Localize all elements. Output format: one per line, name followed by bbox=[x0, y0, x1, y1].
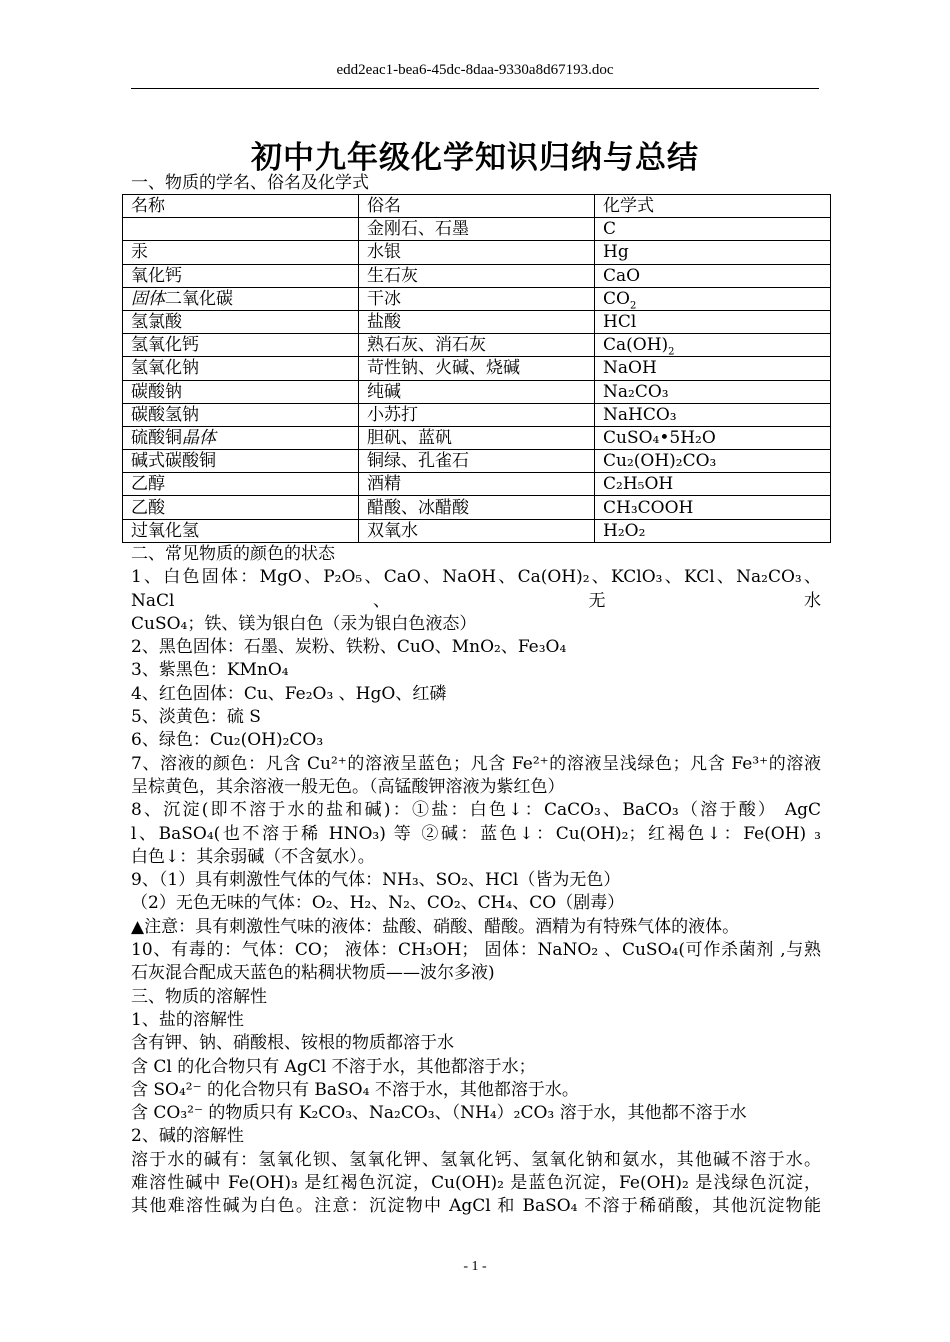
cell-name bbox=[123, 241, 359, 264]
cell-formula bbox=[595, 310, 831, 333]
formula-text: CuSO₄•5H₂O bbox=[603, 427, 716, 448]
cell-common-name: 醋酸、冰醋酸 bbox=[359, 496, 595, 519]
section-heading-3: 三、物质的溶解性 bbox=[131, 986, 267, 1007]
table-header-row bbox=[123, 195, 831, 218]
paragraph-salt-3: 含 SO₄²⁻ 的化合物只有 BaSO₄ 不溶于水，其他都溶于水。 bbox=[131, 1079, 579, 1100]
formula-text: CO bbox=[603, 288, 630, 309]
paragraph-odorless-gases: （2）无色无味的气体：O₂、H₂、N₂、CO₂、CH₄、CO（剧毒） bbox=[131, 893, 625, 914]
name-text: 乙酸 bbox=[131, 497, 165, 518]
paragraph-salt-1: 含有钾、钠、硝酸根、铵根的物质都溶于水 bbox=[131, 1033, 454, 1054]
formula-subscript: 2 bbox=[629, 300, 637, 311]
cell-name bbox=[123, 287, 359, 310]
paragraph-toxic-cont: 石灰混合配成天蓝色的粘稠状物质——波尔多液) bbox=[131, 963, 495, 984]
cell-name bbox=[123, 496, 359, 519]
name-text: 氢氧化钠 bbox=[131, 358, 199, 379]
cell-common-name: 酒精 bbox=[359, 473, 595, 496]
cell-name bbox=[123, 310, 359, 333]
section-heading-2: 二、常见物质的颜色的状态 bbox=[131, 544, 335, 564]
paragraph-salt-2: 含 Cl 的化合物只有 AgCl 不溶于水，其他都溶于水； bbox=[131, 1056, 536, 1077]
table-row bbox=[123, 496, 831, 519]
cell-formula bbox=[595, 380, 831, 403]
name-text: 碳酸氢钠 bbox=[131, 404, 199, 425]
paragraph-solution-colors: 7、溶液的颜色：凡含 Cu²⁺的溶液呈蓝色；凡含 Fe²⁺的溶液呈浅绿色；凡含 Fe³⁺的溶液 bbox=[131, 753, 821, 774]
cell-formula bbox=[595, 473, 831, 496]
formula-text: C bbox=[603, 219, 617, 240]
cell-common-name: 纯碱 bbox=[359, 380, 595, 403]
paragraph-solution-colors-cont: 呈棕黄色，其余溶液一般无色。（高锰酸钾溶液为紫红色） bbox=[131, 776, 565, 797]
cell-formula bbox=[595, 241, 831, 264]
table-row bbox=[123, 380, 831, 403]
table-row bbox=[123, 218, 831, 241]
document-title: 初中九年级化学知识归纳与总结 bbox=[251, 140, 699, 176]
cell-formula bbox=[595, 519, 831, 542]
name-text: 氧化钙 bbox=[131, 265, 182, 286]
name-qualifier: 晶体 bbox=[182, 427, 216, 448]
paragraph-red-solids: 4、红色固体：Cu、Fe₂O₃ 、HgO、红磷 bbox=[131, 683, 447, 704]
formula-text: Cu₂(OH)₂CO₃ bbox=[603, 451, 717, 472]
formula-subscript: 2 bbox=[668, 346, 675, 357]
cell-name bbox=[123, 403, 359, 426]
table-row bbox=[123, 287, 831, 310]
paragraph-white-solids-cont: CuSO₄；铁、镁为银白色（汞为银白色液态） bbox=[131, 613, 477, 634]
cell-name bbox=[123, 473, 359, 496]
name-text: 氢氯酸 bbox=[131, 312, 182, 333]
paragraph-purple-black: 3、紫黑色：KMnO₄ bbox=[131, 660, 289, 681]
cell-common-name: 熟石灰、消石灰 bbox=[359, 334, 595, 357]
formula-text: NaOH bbox=[603, 358, 657, 379]
paragraph-precipitates: 8、沉淀(即不溶于水的盐和碱)：①盐：白色↓：CaCO₃、BaCO₃（溶于酸） AgC bbox=[131, 800, 821, 821]
cell-name bbox=[123, 357, 359, 380]
paragraph-precipitates-end: 白色↓：其余弱碱（不含氨水）。 bbox=[131, 846, 375, 867]
cell-formula bbox=[595, 334, 831, 357]
subheading-base-solubility: 2、碱的溶解性 bbox=[131, 1126, 244, 1147]
paragraph-base-2: 难溶性碱中 Fe(OH)₃ 是红褐色沉淀，Cu(OH)₂ 是蓝色沉淀，Fe(OH)₂ 是浅绿色沉淀， bbox=[131, 1173, 821, 1194]
cell-formula bbox=[595, 450, 831, 473]
formula-text: Ca(OH) bbox=[603, 335, 669, 356]
name-text: 硫酸铜 bbox=[131, 427, 182, 448]
cell-formula bbox=[595, 357, 831, 380]
cell-common-name: 盐酸 bbox=[359, 310, 595, 333]
name-text: 汞 bbox=[131, 242, 148, 263]
formula-text: H₂O₂ bbox=[603, 520, 646, 541]
table-row bbox=[123, 403, 831, 426]
formula-text: NaHCO₃ bbox=[603, 404, 677, 425]
column-header-common-name: 俗名 bbox=[359, 195, 595, 218]
paragraph-toxic: 10、有毒的：气体：CO； 液体：CH₃OH； 固体：NaNO₂ 、CuSO₄(可作杀菌剂 ,与熟 bbox=[131, 940, 821, 961]
paragraph-white-solids: 1、白色固体：MgO、P₂O₅、CaO、NaOH、Ca(OH)₂、KClO₃、KCl、Na₂CO₃、NaCl、无水 bbox=[131, 567, 821, 611]
cell-formula bbox=[595, 403, 831, 426]
paragraph-base-1: 溶于水的碱有：氢氧化钡、氢氧化钾、氢氧化钙、氢氧化钠和氨水，其他碱不溶于水。 bbox=[131, 1149, 821, 1170]
cell-name bbox=[123, 218, 359, 241]
table-row bbox=[123, 519, 831, 542]
paragraph-salt-4: 含 CO₃²⁻ 的物质只有 K₂CO₃、Na₂CO₃、（NH₄）₂CO₃ 溶于水，其他都不溶于水 bbox=[131, 1103, 747, 1124]
paragraph-green: 6、绿色：Cu₂(OH)₂CO₃ bbox=[131, 730, 324, 751]
table-row bbox=[123, 357, 831, 380]
chemical-names-table bbox=[122, 194, 831, 543]
paragraph-note-liquids: ▲注意：具有刺激性气味的液体：盐酸、硝酸、醋酸。酒精为有特殊气体的液体。 bbox=[131, 916, 740, 937]
cell-name bbox=[123, 380, 359, 403]
paragraph-pale-yellow: 5、淡黄色：硫 S bbox=[131, 707, 261, 728]
cell-common-name: 生石灰 bbox=[359, 264, 595, 287]
cell-formula bbox=[595, 287, 831, 310]
document-body bbox=[131, 543, 821, 1219]
section-heading-1: 一、物质的学名、俗名及化学式 bbox=[131, 173, 369, 193]
paragraph-irritating-gases: 9、（1）具有刺激性气体的气体：NH₃、SO₂、HCl（皆为无色） bbox=[131, 870, 621, 891]
column-header-formula: 化学式 bbox=[595, 195, 831, 218]
table-row bbox=[123, 264, 831, 287]
table-row bbox=[123, 334, 831, 357]
cell-common-name: 干冰 bbox=[359, 287, 595, 310]
paragraph-base-3: 其他难溶性碱为白色。注意：沉淀物中 AgCl 和 BaSO₄ 不溶于稀硝酸，其他沉淀物能 bbox=[131, 1196, 821, 1217]
cell-common-name: 水银 bbox=[359, 241, 595, 264]
cell-name bbox=[123, 450, 359, 473]
paragraph-precipitates-cont: l、BaSO₄(也不溶于稀 HNO₃) 等 ②碱：蓝色↓：Cu(OH)₂；红褐色↓：Fe(OH) ₃ bbox=[131, 823, 821, 844]
formula-text: CaO bbox=[603, 265, 641, 286]
table-row bbox=[123, 473, 831, 496]
table-row bbox=[123, 310, 831, 333]
cell-common-name: 胆矾、蓝矾 bbox=[359, 426, 595, 449]
cell-name bbox=[123, 264, 359, 287]
subheading-salt-solubility: 1、盐的溶解性 bbox=[131, 1009, 244, 1030]
cell-common-name: 金刚石、石墨 bbox=[359, 218, 595, 241]
formula-text: CH₃COOH bbox=[603, 497, 694, 518]
cell-formula bbox=[595, 426, 831, 449]
table-row bbox=[123, 450, 831, 473]
header-rule bbox=[131, 88, 819, 89]
formula-text: Na₂CO₃ bbox=[603, 381, 669, 402]
cell-name bbox=[123, 334, 359, 357]
name-qualifier: 固体 bbox=[131, 288, 165, 309]
cell-formula bbox=[595, 264, 831, 287]
name-text: 乙醇 bbox=[131, 474, 165, 495]
formula-text: Hg bbox=[603, 242, 629, 263]
cell-common-name: 双氧水 bbox=[359, 519, 595, 542]
name-text: 氢氧化钙 bbox=[131, 335, 199, 356]
cell-common-name: 铜绿、孔雀石 bbox=[359, 450, 595, 473]
formula-text: HCl bbox=[603, 312, 637, 333]
name-text: 二氧化碳 bbox=[165, 288, 233, 309]
cell-formula bbox=[595, 496, 831, 519]
column-header-name: 名称 bbox=[123, 195, 359, 218]
cell-name bbox=[123, 426, 359, 449]
page-header-filename: edd2eac1-bea6-45dc-8daa-9330a8d67193.doc bbox=[336, 62, 614, 78]
paragraph-black-solids: 2、黑色固体：石墨、炭粉、铁粉、CuO、MnO₂、Fe₃O₄ bbox=[131, 637, 567, 658]
cell-name bbox=[123, 519, 359, 542]
cell-common-name: 苛性钠、火碱、烧碱 bbox=[359, 357, 595, 380]
name-text: 碱式碳酸铜 bbox=[131, 451, 216, 472]
formula-text: C₂H₅OH bbox=[603, 474, 674, 495]
table-row bbox=[123, 426, 831, 449]
page-number: - 1 - bbox=[463, 1259, 487, 1274]
name-text: 碳酸钠 bbox=[131, 381, 182, 402]
table-row bbox=[123, 241, 831, 264]
cell-common-name: 小苏打 bbox=[359, 403, 595, 426]
cell-formula bbox=[595, 218, 831, 241]
name-text: 过氧化氢 bbox=[131, 520, 199, 541]
